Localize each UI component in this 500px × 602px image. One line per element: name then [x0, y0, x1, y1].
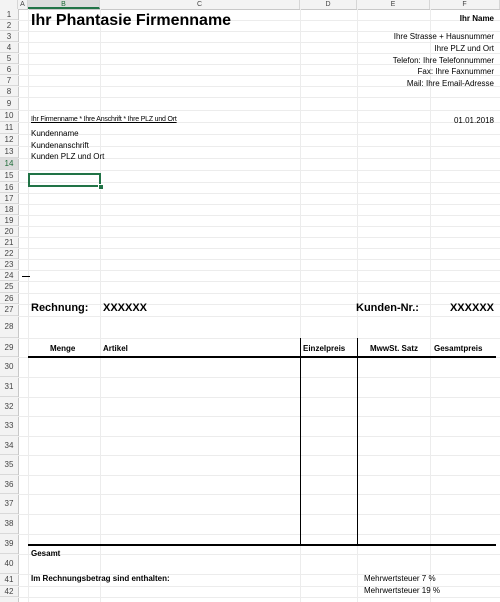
- table-column-separator: [300, 338, 301, 544]
- grid-line: [18, 270, 500, 271]
- row-header[interactable]: 21: [0, 237, 18, 248]
- row-header[interactable]: 33: [0, 416, 18, 436]
- table-header-underline: [28, 356, 496, 358]
- grid-line: [18, 316, 500, 317]
- grid-line: [18, 494, 500, 495]
- column-header-e[interactable]: E: [357, 0, 430, 9]
- row-header[interactable]: 32: [0, 397, 18, 416]
- row-header[interactable]: 4: [0, 42, 18, 53]
- grid-line: [28, 9, 29, 602]
- row-header[interactable]: 11: [0, 122, 18, 134]
- customer-address: Kundenanschrift: [31, 141, 89, 150]
- row-header[interactable]: 30: [0, 357, 18, 377]
- col-header-vat-rate: MwwSt. Satz: [370, 344, 419, 353]
- row-header[interactable]: 1: [0, 9, 18, 20]
- grid-line: [18, 170, 500, 171]
- column-header-bar: [0, 0, 500, 10]
- customer-name: Kundenname: [31, 129, 79, 138]
- row-header[interactable]: 7: [0, 75, 18, 86]
- row-header[interactable]: 13: [0, 146, 18, 158]
- row-header[interactable]: 27: [0, 304, 18, 316]
- row-header[interactable]: 5: [0, 53, 18, 64]
- company-name: Ihr Phantasie Firmenname: [31, 12, 232, 29]
- selected-cell-b14[interactable]: [28, 173, 101, 187]
- row-header[interactable]: 23: [0, 259, 18, 270]
- included-label: Im Rechnungsbetrag sind enthalten:: [31, 574, 170, 583]
- vat-7-label: Mehrwertsteuer 7 %: [364, 574, 436, 583]
- invoice-label: Rechnung:: [31, 302, 89, 314]
- invoice-date: 01.01.2018: [453, 116, 494, 125]
- grid-line: [18, 237, 500, 238]
- address-line: Mail: Ihre Email-Adresse: [406, 79, 494, 88]
- grid-line: [18, 304, 500, 305]
- grid-line: [18, 193, 500, 194]
- grid-line: [18, 226, 500, 227]
- row-header[interactable]: 15: [0, 170, 18, 182]
- grid-line: [18, 42, 500, 43]
- grid-line: [18, 53, 500, 54]
- grid-line: [18, 110, 500, 111]
- grid-line: [430, 9, 431, 602]
- row-header[interactable]: 2: [0, 20, 18, 31]
- cell-mark: [22, 276, 30, 277]
- grid-line: [18, 397, 500, 398]
- grid-line: [18, 416, 500, 417]
- owner-name: Ihr Name: [459, 14, 494, 23]
- grid-line: [18, 475, 500, 476]
- grid-line: [18, 134, 500, 135]
- col-header-qty: Menge: [50, 344, 76, 353]
- customer-number-label: Kunden-Nr.:: [356, 302, 419, 314]
- address-line: Ihre PLZ und Ort: [434, 44, 494, 53]
- row-header[interactable]: 25: [0, 281, 18, 293]
- address-line: Fax: Ihre Faxnummer: [417, 67, 494, 76]
- grid-line: [18, 597, 500, 598]
- row-header[interactable]: 29: [0, 338, 18, 357]
- address-line: Telefon: Ihre Telefonnummer: [392, 56, 494, 65]
- row-header[interactable]: 39: [0, 534, 18, 554]
- row-header[interactable]: 35: [0, 455, 18, 475]
- grid-line: [18, 455, 500, 456]
- grid-line: [18, 436, 500, 437]
- row-header[interactable]: 31: [0, 377, 18, 397]
- row-header[interactable]: 9: [0, 97, 18, 110]
- row-header[interactable]: 3: [0, 31, 18, 42]
- column-header-b[interactable]: B: [28, 0, 100, 9]
- row-header[interactable]: 28: [0, 316, 18, 338]
- table-total-line: [28, 544, 496, 546]
- row-header[interactable]: 18: [0, 204, 18, 215]
- column-header-d[interactable]: D: [300, 0, 357, 9]
- table-column-separator: [357, 338, 358, 544]
- sender-line: Ihr Firmenname * Ihre Anschrift * Ihre PLZ und Ort: [31, 116, 177, 123]
- grid-line: [18, 514, 500, 515]
- row-header[interactable]: 20: [0, 226, 18, 237]
- customer-number: XXXXXX: [449, 302, 494, 314]
- total-label: Gesamt: [31, 549, 61, 558]
- row-header[interactable]: 42: [0, 586, 18, 597]
- grid-line: [100, 9, 101, 602]
- address-line: Ihre Strasse + Hausnummer: [393, 32, 494, 41]
- column-header-f[interactable]: F: [430, 0, 500, 9]
- row-header[interactable]: 40: [0, 554, 18, 574]
- grid-line: [18, 293, 500, 294]
- row-header[interactable]: 8: [0, 86, 18, 97]
- row-header[interactable]: 36: [0, 475, 18, 494]
- row-header[interactable]: 12: [0, 134, 18, 146]
- customer-city: Kunden PLZ und Ort: [31, 152, 105, 161]
- grid-line: [18, 146, 500, 147]
- row-header[interactable]: 26: [0, 293, 18, 304]
- grid-line: [18, 534, 500, 535]
- column-header-corner[interactable]: [0, 0, 18, 9]
- grid-line: [18, 554, 500, 555]
- grid-line: [18, 215, 500, 216]
- col-header-unit-price: Einzelpreis: [303, 344, 346, 353]
- row-header[interactable]: 19: [0, 215, 18, 226]
- invoice-number: XXXXXX: [103, 302, 148, 314]
- row-header[interactable]: 41: [0, 574, 18, 586]
- col-header-article: Artikel: [103, 344, 128, 353]
- row-header[interactable]: 10: [0, 110, 18, 122]
- row-header[interactable]: 6: [0, 64, 18, 75]
- row-header[interactable]: 16: [0, 182, 18, 193]
- grid-line: [18, 281, 500, 282]
- row-header[interactable]: 22: [0, 248, 18, 259]
- row-header[interactable]: 38: [0, 514, 18, 534]
- grid-line: [18, 259, 500, 260]
- column-header-a[interactable]: A: [18, 0, 28, 9]
- grid-line: [18, 204, 500, 205]
- col-header-total: Gesamtpreis: [434, 344, 483, 353]
- column-header-c[interactable]: C: [100, 0, 300, 9]
- vat-19-label: Mehrwertsteuer 19 %: [364, 586, 441, 595]
- row-header[interactable]: 24: [0, 270, 18, 281]
- row-header[interactable]: 17: [0, 193, 18, 204]
- row-header[interactable]: 37: [0, 494, 18, 514]
- row-header[interactable]: 14: [0, 158, 18, 170]
- grid-line: [18, 338, 500, 339]
- fill-handle[interactable]: [98, 184, 104, 190]
- grid-line: [18, 377, 500, 378]
- grid-line: [18, 97, 500, 98]
- grid-line: [18, 248, 500, 249]
- row-header[interactable]: 34: [0, 436, 18, 455]
